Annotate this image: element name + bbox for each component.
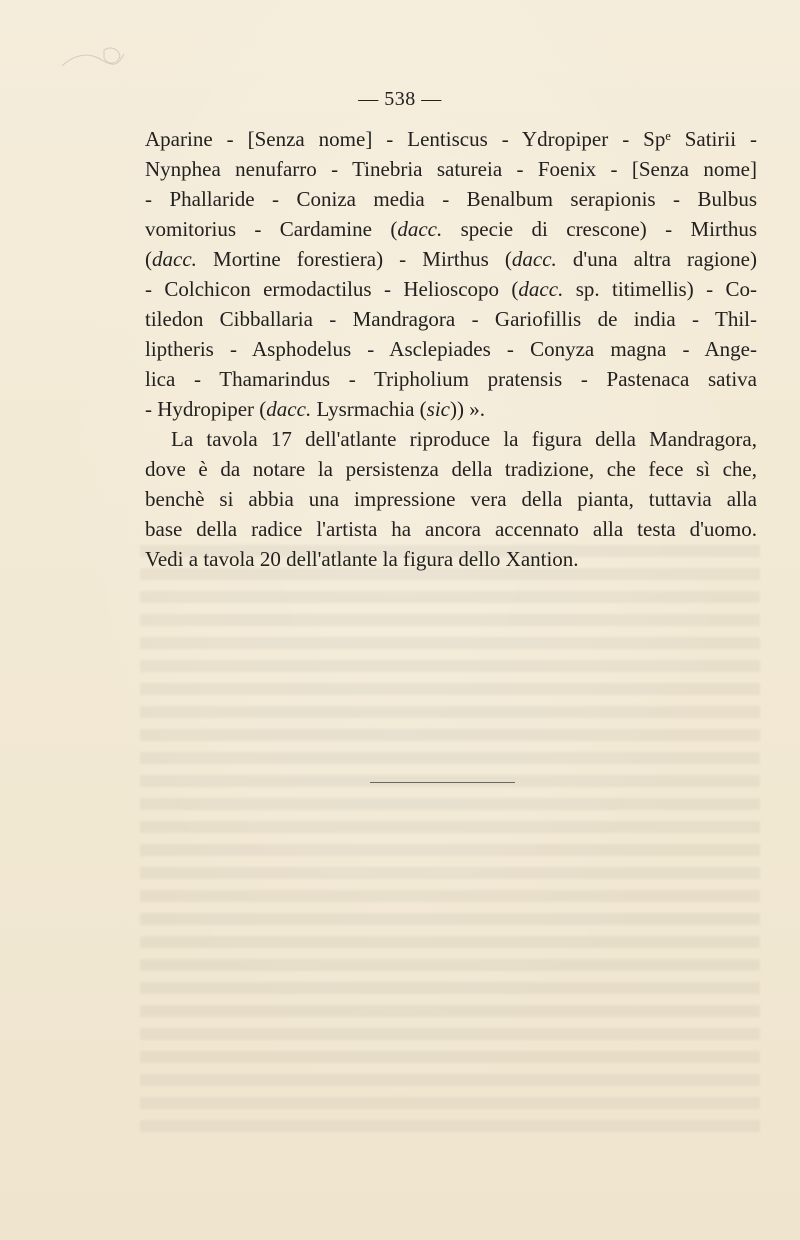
text-line: tiledon Cibballaria - Mandragora - Gariofillis de india - Thil- [145, 307, 757, 331]
text-line: dove è da notare la persistenza della tradizione, che fece sì che, [145, 457, 757, 481]
page-number: — 538 — [358, 88, 442, 110]
text-line: vomitorius - Cardamine (dacc. specie di crescone) - Mirthus [145, 217, 757, 241]
text-line: benchè si abbia una impressione vera della pianta, tuttavia alla [145, 487, 757, 511]
text-line: lica - Thamarindus - Tripholium pratensis - Pastenaca sativa [145, 367, 757, 391]
text-line: liptheris - Asphodelus - Asclepiades - Conyza magna - Ange- [145, 337, 757, 361]
text-line: - Phallaride - Coniza media - Benalbum serapionis - Bulbus [145, 187, 757, 211]
text-line: Vedi a tavola 20 dell'atlante la figura dello Xantion. [145, 547, 579, 571]
text-line: - Colchicon ermodactilus - Helioscopo (dacc. sp. titimellis) - Co- [145, 277, 757, 301]
text-line: - Hydropiper (dacc. Lysrmachia (sic)) ». [145, 397, 485, 421]
section-divider [370, 782, 515, 783]
text-line: (dacc. Mortine forestiera) - Mirthus (dacc. d'una altra ragione) [145, 247, 757, 271]
body-text [145, 124, 757, 574]
ink-smudge-mark [58, 44, 128, 74]
text-line: Aparine - [Senza nome] - Lentiscus - Ydropiper - Spᵉ Satirii - [145, 127, 757, 151]
text-line: Nynphea nenufarro - Tinebria satureia - Foenix - [Senza nome] [145, 157, 757, 181]
show-through-text [140, 545, 760, 1135]
text-line: La tavola 17 dell'atlante riproduce la figura della Mandragora, [171, 427, 757, 451]
text-line: base della radice l'artista ha ancora accennato alla testa d'uomo. [145, 517, 757, 541]
